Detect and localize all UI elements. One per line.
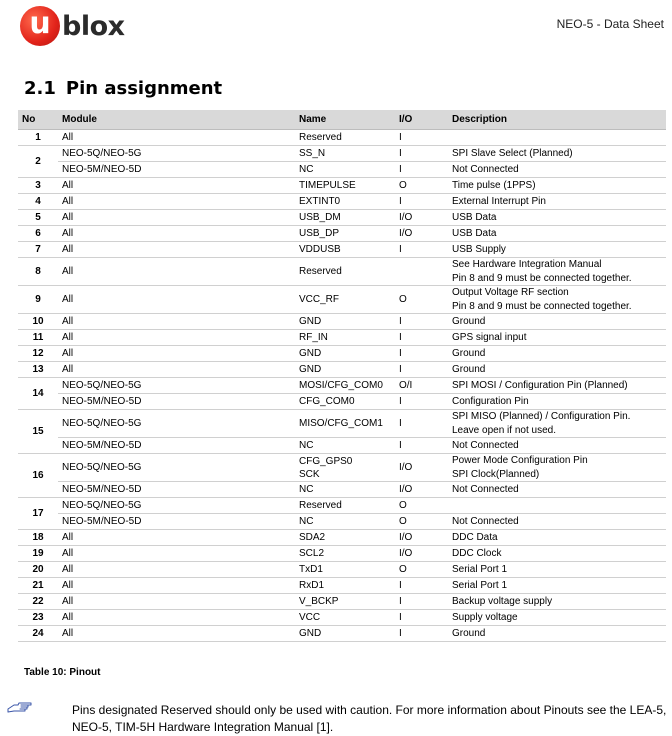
pin-name-line: SDA2 (299, 532, 326, 543)
pin-io: I/O (395, 482, 448, 498)
pin-name-line: VCC (299, 612, 321, 623)
pin-module: All (58, 226, 295, 242)
pin-io: I/O (395, 546, 448, 562)
pin-io: I/O (395, 226, 448, 242)
pin-description (448, 610, 666, 626)
pin-module: All (58, 130, 295, 146)
pin-name-line: VDDUSB (299, 244, 341, 255)
pin-name-line: NC (299, 484, 314, 495)
pin-description (448, 178, 666, 194)
pin-description (448, 578, 666, 594)
pin-description (448, 454, 666, 482)
table-row (18, 178, 666, 194)
pin-name-line: NC (299, 440, 314, 451)
pin-module: All (58, 530, 295, 546)
table-caption: Table 10: Pinout (24, 667, 101, 678)
pin-number: 11 (18, 330, 58, 346)
logo-circle: u (20, 6, 60, 46)
pin-description (448, 482, 666, 498)
pin-io: O/I (395, 378, 448, 394)
table-row (18, 454, 666, 482)
pin-name (295, 346, 395, 362)
description-line: See Hardware Integration Manual (452, 259, 602, 270)
pin-description (448, 438, 666, 454)
pin-number: 13 (18, 362, 58, 378)
pin-io: I (395, 162, 448, 178)
pin-name-line: Reserved (299, 500, 342, 511)
table-row (18, 562, 666, 578)
pin-name (295, 454, 395, 482)
table-body (18, 130, 666, 642)
pin-name (295, 162, 395, 178)
pin-module: NEO-5M/NEO-5D (58, 394, 295, 410)
pin-name (295, 514, 395, 530)
pin-number: 23 (18, 610, 58, 626)
description-line: Power Mode Configuration Pin (452, 455, 588, 466)
pin-name (295, 498, 395, 514)
pin-io: I (395, 242, 448, 258)
pin-name (295, 578, 395, 594)
pin-name-line: TIMEPULSE (299, 180, 356, 191)
pin-name-line: USB_DP (299, 228, 340, 239)
description-line: USB Data (452, 227, 497, 239)
description-line: Output Voltage RF section (452, 287, 569, 298)
pin-description (448, 410, 666, 438)
table-header-row (18, 110, 666, 130)
page-header (0, 0, 672, 60)
document-title: NEO-5 - Data Sheet (556, 17, 664, 31)
description-line: DDC Clock (452, 547, 502, 559)
pin-name (295, 330, 395, 346)
pin-description (448, 242, 666, 258)
description-line: Ground (452, 363, 486, 375)
pin-number: 9 (18, 286, 58, 314)
table-row (18, 514, 666, 530)
pin-module: All (58, 242, 295, 258)
header-io: I/O (395, 110, 448, 130)
pin-name-line: GND (299, 628, 322, 639)
pin-io: O (395, 498, 448, 514)
header-description: Description (448, 110, 666, 130)
header-module: Module (58, 110, 295, 130)
pin-module: All (58, 286, 295, 314)
pin-description (448, 226, 666, 242)
pin-io: O (395, 562, 448, 578)
pin-name-line: Reserved (299, 132, 342, 143)
pin-name-line: GND (299, 316, 322, 327)
description-line: Serial Port 1 (452, 579, 508, 591)
pin-number: 12 (18, 346, 58, 362)
pin-name (295, 546, 395, 562)
pin-name (295, 530, 395, 546)
pin-name-line: RxD1 (299, 580, 325, 591)
description-line: External Interrupt Pin (452, 195, 546, 207)
pin-name (295, 378, 395, 394)
pin-name-line: GND (299, 364, 322, 375)
pin-name (295, 146, 395, 162)
table-row (18, 286, 666, 314)
description-line: Backup voltage supply (452, 595, 553, 607)
pin-io: I (395, 610, 448, 626)
pin-description (448, 546, 666, 562)
description-line: USB Supply (452, 243, 506, 255)
pin-name-line: MISO/CFG_COM1 (299, 418, 383, 429)
pin-name-line: MOSI/CFG_COM0 (299, 380, 383, 391)
pin-number: 7 (18, 242, 58, 258)
pin-name (295, 410, 395, 438)
pin-description (448, 530, 666, 546)
table-row (18, 258, 666, 286)
pin-module: All (58, 546, 295, 562)
pin-io: I (395, 130, 448, 146)
pin-io: I (395, 578, 448, 594)
pin-name (295, 438, 395, 454)
pin-description (448, 562, 666, 578)
header-no: No (18, 110, 58, 130)
pin-name-line: EXTINT0 (299, 196, 341, 207)
pin-number: 3 (18, 178, 58, 194)
pin-io: I (395, 594, 448, 610)
pin-number: 2 (18, 146, 58, 178)
pin-io: I/O (395, 210, 448, 226)
pin-description (448, 378, 666, 394)
pin-number: 24 (18, 626, 58, 642)
pin-module: All (58, 362, 295, 378)
table-row (18, 546, 666, 562)
table-row (18, 330, 666, 346)
pin-module: All (58, 610, 295, 626)
pin-description (448, 314, 666, 330)
pin-number: 21 (18, 578, 58, 594)
pin-module: All (58, 314, 295, 330)
header-name: Name (295, 110, 395, 130)
pin-name (295, 178, 395, 194)
pin-name-line: SS_N (299, 148, 326, 159)
description-line: Not Connected (452, 439, 519, 451)
pin-io: I (395, 194, 448, 210)
pin-name-line: SCK (299, 468, 320, 480)
table-row (18, 146, 666, 162)
description-line: Not Connected (452, 515, 519, 527)
description-line: Not Connected (452, 483, 519, 495)
pin-name (295, 242, 395, 258)
pin-io: O (395, 514, 448, 530)
pin-number: 19 (18, 546, 58, 562)
table-row (18, 242, 666, 258)
pin-description (448, 130, 666, 146)
description-line: Configuration Pin (452, 395, 529, 407)
description-line: SPI MISO (Planned) / Configuration Pin. (452, 411, 631, 422)
table-row (18, 362, 666, 378)
pin-number: 8 (18, 258, 58, 286)
pin-description (448, 346, 666, 362)
pin-io (395, 258, 448, 286)
pin-module: NEO-5Q/NEO-5G (58, 410, 295, 438)
pin-description (448, 162, 666, 178)
pin-name (295, 258, 395, 286)
pin-description (448, 194, 666, 210)
description-line: Pin 8 and 9 must be connected together. (452, 272, 632, 284)
pinout-table (18, 110, 666, 642)
pin-name-line: USB_DM (299, 212, 341, 223)
pin-description (448, 330, 666, 346)
description-line: Leave open if not used. (452, 424, 556, 436)
pin-description (448, 594, 666, 610)
logo-text: blox (62, 10, 125, 42)
pin-module: NEO-5Q/NEO-5G (58, 498, 295, 514)
description-line: Time pulse (1PPS) (452, 179, 536, 191)
pin-number: 22 (18, 594, 58, 610)
pin-name (295, 314, 395, 330)
section-title: Pin assignment (65, 78, 223, 99)
pin-module: NEO-5M/NEO-5D (58, 482, 295, 498)
pin-module: NEO-5M/NEO-5D (58, 162, 295, 178)
pin-number: 5 (18, 210, 58, 226)
pin-name (295, 394, 395, 410)
pin-name (295, 194, 395, 210)
pin-name (295, 210, 395, 226)
description-line: GPS signal input (452, 331, 527, 343)
pin-name (295, 226, 395, 242)
pin-name (295, 594, 395, 610)
pin-io: I (395, 346, 448, 362)
pin-number: 14 (18, 378, 58, 410)
description-line: Not Connected (452, 163, 519, 175)
pin-module: All (58, 330, 295, 346)
pin-io: I (395, 330, 448, 346)
pin-module: All (58, 626, 295, 642)
table-row (18, 394, 666, 410)
description-line: DDC Data (452, 531, 498, 543)
pin-number: 10 (18, 314, 58, 330)
table-row (18, 346, 666, 362)
pin-io: I (395, 362, 448, 378)
table-row (18, 438, 666, 454)
pin-module: All (58, 562, 295, 578)
pin-name-line: SCL2 (299, 548, 325, 559)
pin-io: I (395, 410, 448, 438)
section-heading (24, 78, 222, 99)
pin-io: I (395, 394, 448, 410)
note-text: Pins designated Reserved should only be used with caution. For more information about Pinouts see the LEA-5, NEO-5, TIM-5H Hardware Integration Manual [1]. (72, 703, 667, 734)
pin-number: 6 (18, 226, 58, 242)
pin-name-line: GND (299, 348, 322, 359)
pin-name-line: NC (299, 164, 314, 175)
pin-module: All (58, 210, 295, 226)
pin-name-line: RF_IN (299, 332, 328, 343)
pin-description (448, 146, 666, 162)
ublox-logo (20, 6, 125, 46)
table-row (18, 530, 666, 546)
table-row (18, 578, 666, 594)
description-line: Ground (452, 627, 486, 639)
pointing-hand-icon (6, 700, 34, 720)
pin-io: I (395, 626, 448, 642)
pin-name (295, 130, 395, 146)
pin-module: All (58, 346, 295, 362)
pin-name-line: V_BCKP (299, 596, 339, 607)
pin-module: All (58, 578, 295, 594)
table-row (18, 210, 666, 226)
description-line: USB Data (452, 211, 497, 223)
pin-description (448, 258, 666, 286)
pin-name-line: NC (299, 516, 314, 527)
pin-module: NEO-5M/NEO-5D (58, 438, 295, 454)
pin-module: NEO-5Q/NEO-5G (58, 378, 295, 394)
table-row (18, 130, 666, 146)
pin-description (448, 514, 666, 530)
pin-io: O (395, 286, 448, 314)
pin-name-line: VCC_RF (299, 294, 340, 305)
pin-number: 4 (18, 194, 58, 210)
pin-number: 15 (18, 410, 58, 454)
pin-module: All (58, 178, 295, 194)
pin-io: I (395, 146, 448, 162)
description-line: Serial Port 1 (452, 563, 508, 575)
pin-module: NEO-5Q/NEO-5G (58, 454, 295, 482)
table-row (18, 226, 666, 242)
pin-number: 18 (18, 530, 58, 546)
table-row (18, 378, 666, 394)
pin-module: All (58, 258, 295, 286)
description-line: Pin 8 and 9 must be connected together. (452, 300, 632, 312)
pin-name (295, 482, 395, 498)
description-line: SPI Slave Select (Planned) (452, 147, 573, 159)
description-line: Supply voltage (452, 611, 518, 623)
pin-name (295, 610, 395, 626)
table-row (18, 626, 666, 642)
table-row (18, 410, 666, 438)
pin-module: NEO-5M/NEO-5D (58, 514, 295, 530)
pin-number: 16 (18, 454, 58, 498)
table-row (18, 194, 666, 210)
table-row (18, 482, 666, 498)
description-line: SPI Clock(Planned) (452, 468, 540, 480)
table-row (18, 610, 666, 626)
table-row (18, 594, 666, 610)
pin-io: I/O (395, 530, 448, 546)
pin-io: I (395, 438, 448, 454)
pin-description (448, 286, 666, 314)
pin-name-line: Reserved (299, 266, 342, 277)
pin-name (295, 362, 395, 378)
description-line: SPI MOSI / Configuration Pin (Planned) (452, 379, 628, 391)
pin-module: All (58, 594, 295, 610)
pin-name (295, 562, 395, 578)
description-line: Ground (452, 315, 486, 327)
pin-io: I (395, 314, 448, 330)
pin-module: All (58, 194, 295, 210)
pin-description (448, 626, 666, 642)
table-row (18, 314, 666, 330)
pin-io: O (395, 178, 448, 194)
pin-description (448, 362, 666, 378)
pin-name (295, 626, 395, 642)
pin-name (295, 286, 395, 314)
pin-name-line: CFG_COM0 (299, 396, 355, 407)
pin-number: 20 (18, 562, 58, 578)
description-line: Ground (452, 347, 486, 359)
table-row (18, 162, 666, 178)
pin-name-line: TxD1 (299, 564, 323, 575)
pin-description (448, 394, 666, 410)
table-row (18, 498, 666, 514)
pin-number: 17 (18, 498, 58, 530)
pin-description (448, 210, 666, 226)
section-number: 2.1 (24, 78, 56, 99)
pin-name-line: CFG_GPS0 (299, 455, 353, 467)
pin-number: 1 (18, 130, 58, 146)
pin-description (448, 498, 666, 514)
pin-module: NEO-5Q/NEO-5G (58, 146, 295, 162)
pin-io: I/O (395, 454, 448, 482)
